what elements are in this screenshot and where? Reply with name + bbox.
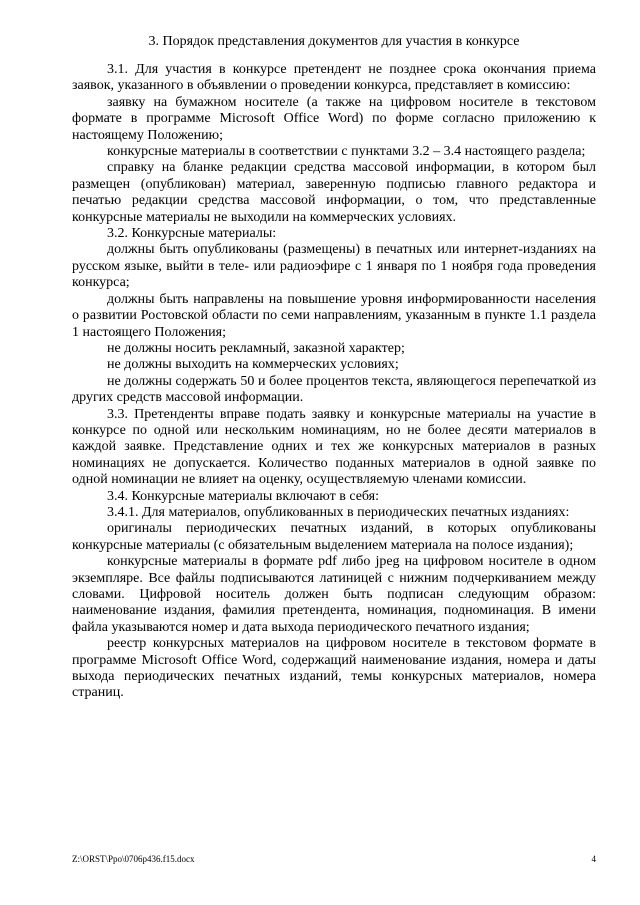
paragraph-3-4-1: 3.4.1. Для материалов, опубликованных в периодических печатных изданиях:	[107, 504, 570, 520]
paragraph-not-reprint: не должны содержать 50 и более процентов текста, являющегося перепечаткой из других средств массовой информации.	[72, 373, 596, 406]
paragraph-competition-materials: конкурсные материалы в соответствии с пунктами 3.2 – 3.4 настоящего раздела;	[107, 144, 586, 160]
paragraph-originals: оригиналы периодических печатных изданий, в которых опубликованы конкурсные материалы (с обязательным выделением материала на полосе издания);	[72, 521, 596, 553]
paragraph-directed: должны быть направлены на повышение уровня информированности населения о развитии Ростовской области по семи направлениям, указанным в пункте 1.1 раздела 1 настоящего Положения;	[72, 291, 596, 340]
document-body	[72, 32, 596, 702]
paragraph-3-1: 3.1. Для участия в конкурсе претендент не позднее срока окончания приема заявок, указанного в объявлении о проведении конкурса, представляет в комиссию:	[72, 62, 596, 94]
footer-file-path: Z:\ORST\Ppo\0706p436.f15.docx	[72, 854, 195, 864]
paragraph-not-commercial: не должны выходить на коммерческих условиях;	[107, 357, 399, 373]
paragraph-3-4: 3.4. Конкурсные материалы включают в себя:	[107, 488, 380, 504]
paragraph-application: заявку на бумажном носителе (а также на цифровом носителе в текстовом формате в программе Microsoft Office Word) по форме согласно приложению к настоящему Положению;	[72, 94, 596, 143]
paragraph-3-2: 3.2. Конкурсные материалы:	[107, 226, 277, 242]
paragraph-published: должны быть опубликованы (размещены) в печатных или интернет-изданиях на русском языке, выйти в теле- или радиоэфире с 1 января по 1 ноября года проведения конкурса;	[72, 242, 596, 291]
paragraph-registry: реестр конкурсных материалов на цифровом носителе в текстовом формате в программе Microsoft Office Word, содержащий наименование издания, номера и даты выхода периодических печатных изданий, темы конкурсных материалов, номера страниц.	[72, 636, 596, 701]
section-heading: 3. Порядок представления документов для участия в конкурсе	[148, 34, 520, 49]
footer-page-number: 4	[591, 854, 596, 864]
paragraph-not-advertising: не должны носить рекламный, заказной характер;	[107, 340, 405, 356]
paragraph-3-3: 3.3. Претенденты вправе подать заявку и конкурсные материалы на участие в конкурсе по одной или нескольким номинациям, но не более десяти материалов в каждой заявке. Представление одних и тех же конкурсных материалов в разных номинациях не допускается. Количество поданных материалов в одной заявке по одной номинации не влияет на оценку, осуществляемую членами комиссии.	[72, 406, 596, 488]
paragraph-digital-formats: конкурсные материалы в формате pdf либо jpeg на цифровом носителе в одном экземпляре. Все файлы подписываются латиницей с нижним подчеркиванием между словами. Цифровой носитель должен быть подписан следующим образом: наименование издания, фамилия претендента, номинация, подноминация. В имени файла указываются номер и дата выхода периодического печатного издания;	[72, 554, 596, 635]
paragraph-certificate: справку на бланке редакции средства массовой информации, в котором был размещен (опубликован) материал, заверенную подписью главного редактора и печатью редакции средства массовой информации, о том, что представленные конкурсные материалы не выходили на коммерческих условиях.	[72, 160, 596, 225]
